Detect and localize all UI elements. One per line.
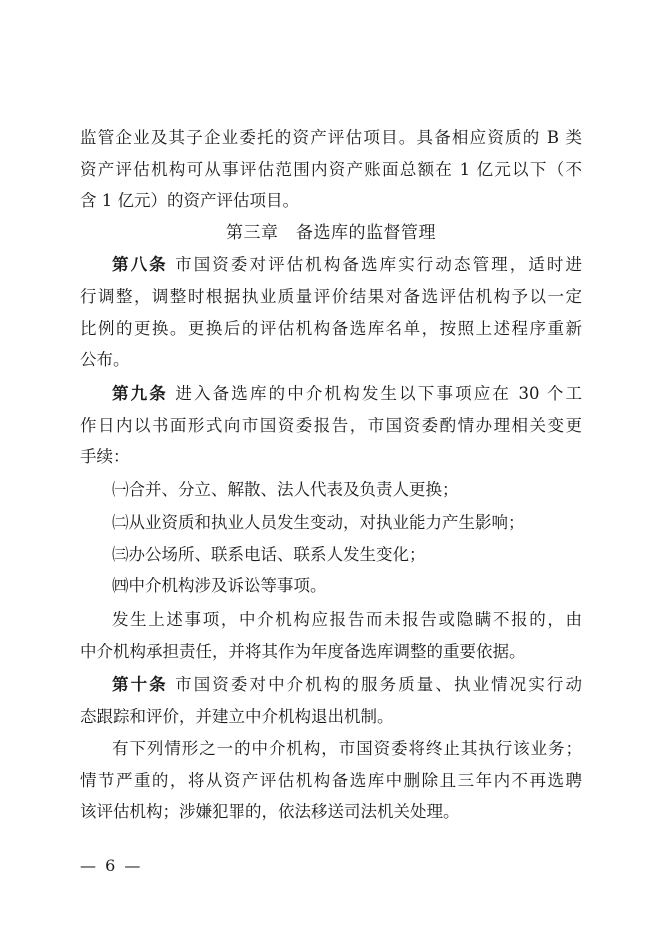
intro-line-3: 含 1 亿元）的资产评估项目。 — [80, 191, 299, 210]
article-8-label: 第八条 — [112, 255, 168, 274]
page-number: — 6 — — [80, 856, 143, 875]
article-9-item: ㈣中介机构涉及诉讼等事项。 — [112, 576, 327, 595]
article-10-label: 第十条 — [112, 675, 168, 694]
article-8-line: 公布。 — [80, 350, 130, 369]
article-8-text: 市国资委对评估机构备选库实行动态管理，适时进 — [175, 255, 583, 274]
intro-line-2: 资产评估机构可从事评估范围内资产账面总额在 1 亿元以下（不 — [80, 160, 582, 179]
article-10-paragraph-line: 该评估机构；涉嫌犯罪的，依法移送司法机关处理。 — [80, 802, 460, 821]
article-9-text: 进入备选库的中介机构发生以下事项应在 30 个工 — [175, 384, 582, 403]
intro-line-1: 监管企业及其子企业委托的资产评估项目。具备相应资质的 B 类 — [80, 128, 582, 147]
article-9-line: 作日内以书面形式向市国资委报告，市国资委酌情办理相关变更 — [80, 416, 582, 435]
article-10-line: 态跟踪和评价，并建立中介机构退出机制。 — [80, 707, 394, 726]
article-9-label: 第九条 — [112, 384, 168, 403]
article-9-item: ㈠合并、分立、解散、法人代表及负责人更换； — [112, 480, 459, 499]
article-10-paragraph-line: 情节严重的，将从资产评估机构备选库中删除且三年内不再选聘 — [80, 771, 582, 790]
article-8-line: 行调整，调整时根据执业质量评价结果对备选评估机构予以一定 — [80, 287, 582, 306]
chapter-title: 第三章 备选库的监督管理 — [226, 223, 436, 243]
article-9-paragraph-line: 中介机构承担责任，并将其作为年度备选库调整的重要依据。 — [80, 642, 526, 661]
article-10-text: 市国资委对中介机构的服务质量、执业情况实行动 — [175, 675, 583, 694]
article-9-paragraph-first: 发生上述事项，中介机构应报告而未报告或隐瞒不报的，由 — [112, 610, 582, 629]
article-10-paragraph-first: 有下列情形之一的中介机构，市国资委将终止其执行该业务； — [112, 739, 582, 758]
article-9-item: ㈡从业资质和执业人员发生变动，对执业能力产生影响； — [112, 513, 525, 532]
article-9-item: ㈢办公场所、联系电话、联系人发生变化； — [112, 545, 426, 564]
article-9-line: 手续： — [80, 447, 130, 466]
article-10-first-line — [112, 674, 582, 696]
article-8-first-line — [112, 254, 582, 276]
article-8-line: 比例的更换。更换后的评估机构备选库名单，按照上述程序重新 — [80, 319, 582, 338]
article-9-first-line — [112, 383, 582, 405]
